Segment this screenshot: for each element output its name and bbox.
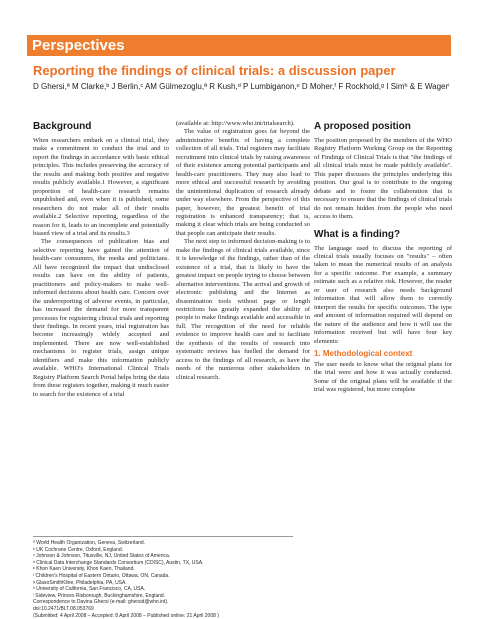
methodological-context-heading: 1. Methodological context [314,348,413,358]
correspondence-note: Correspondence to Davina Ghersi (e-mail: ghersid@who.int). [33,599,169,606]
finding-paragraph: The language used to discuss the reporting of clinical trials usually focuses on "results" – often taken to mean the numerical results of an analysis for a specific outcome. For example, a summary estimate such as a relative risk. However, the reader or user of research also needs background information that will allow them to correctly interpret the results for specific outcomes. The type and amount of information required will depend on the nature of the audience and how it will use the information received but will have four key elements: [314,244,452,345]
middle-paragraph-2: The next step to informed decision-making is to make the findings of clinical trials available, since it is knowledge of the findings, rather than of the existence of a trial, that is likely to have the greatest impact on people trying to choose between alternative interventions. The arrival and growth of electronic publishing and the Internet as dissemination tools without page or length restrictions has greatly expanded the ability of people to make findings available and accessible in full. The recognition of the need for reliable evidence to improve health care and to facilitate the synthesis of the results of research into systematic reviews has fuelled the demand for access to the findings of all research, as have the needs of the numerous other stakeholders in clinical research. [176,238,310,381]
footnote: ᵉ Khon Kaen University, Khon Kaen, Thailand. [33,566,135,573]
doi-note: doi:10.2471/BLT.08.053769 [33,605,94,612]
middle-paragraph-0: (available at: http://www.who.int/trialsearch). [176,120,295,127]
footnote: ᵍ GlaxoSmithKline, Philadelphia, PA, USA. [33,579,127,586]
footnote: ʰ University of California, San Francisco, CA, USA. [33,586,146,593]
footnote: ᶠ Children's Hospital of Eastern Ontario, Ottawa, ON, Canada. [33,572,170,579]
footnote: ᵇ UK Cochrane Centre, Oxford, England. [33,546,123,553]
column-right [314,120,452,395]
footnote: ⁱ Sideview, Princes Risborough, Buckinghamshire, England. [33,592,166,599]
column-left [33,120,169,399]
footnote: ᵈ Clinical Data Interchange Standards Consortium (CDISC), Austin, TX, USA. [33,559,204,566]
submission-dates-note: (Submitted: 4 April 2008 – Accepted: 8 April 2008 – Published online: 21 April 2008 ) [33,612,219,619]
author-list: D Ghersi,ª M Clarke,ᵇ J Berlin,ᶜ AM Gülmezoglu,ª R Kush,ᵈ P Lumbiganon,ᵉ D Moher,ᶠ F Rockhold,ᵍ I Simʰ & E Wagerⁱ [33,82,450,91]
article-title: Reporting the findings of clinical trials: a discussion paper [33,63,396,78]
footnote: ª World Health Organization, Geneva, Switzerland. [33,540,146,546]
proposed-position-paragraph: The position proposed by the members of the WHO Registry Platform Working Group on the Reporting of Findings of Clinical Trials is that "the findings of all clinical trials must be made publicly available". This paper discusses the principles underlying this position. Our goal is to contribute to the ongoing debate and to foster the collaboration that is necessary to ensure that the findings of clinical trials do not remain hidden from the people who need access to them. [314,137,452,221]
middle-paragraph-1: The value of registration goes far beyond the administrative benefits of having a complete collection of all trials. Trial registers may facilitate recruitment into clinical trials by raising awareness of their existence among potential participants and health-care practitioners. They may also lead to more ethical and successful research by avoiding the unintentional duplication of research already under way elsewhere. From the perspective of this paper, however, the greatest benefit of trial registration is enhanced transparency; that is, making it clear which trials are being conducted so that people can anticipate their results. [176,128,310,237]
methodological-context-paragraph: The user needs to know what the original plans for the trial were and how it was actually conducted. Some of the original plans will be available if the trial was registered, but more complete [314,360,452,394]
column-middle [176,120,310,382]
proposed-position-heading: A proposed position [314,121,411,132]
background-paragraph-2: The consequences of publication bias and selective reporting have gained the attention of health-care consumers, the media and politicians. All have recognized the impact that undisclosed results can have on the ability of patients, practitioners and policy-makers to make well-informed decisions about health care. Concern over the underreporting of adverse events, in particular, has increased the demand for more transparent processes for registering clinical trials and reporting their findings. In recent years, trial registration has become increasingly widely accepted and implemented. There are now well-established mechanisms to register trials, assign unique identifiers and make this information publicly available. WHO's International Clinical Trials Registry Platform Search Portal helps bring the data from these registers together, making it much easier to search for the existence of a trial [33,238,169,398]
finding-heading: What is a finding? [314,228,401,240]
footnote: ᶜ Johnson & Johnson, Titusville, NJ, United States of America. [33,553,171,560]
background-heading: Background [33,121,92,132]
section-banner [27,35,451,56]
footnotes [33,536,293,619]
section-label: Perspectives [32,37,125,54]
background-paragraph-1: When researchers embark on a clinical trial, they make a commitment to conduct the trial and to report the findings in accordance with basic ethical principles. This includes preserving the accuracy of the results and making both positive and negative results publicly available.1 However, a significant proportion of health-care research remains unpublished and, even when it is published, some researchers do not make all of their results available.2 Selective reporting, regardless of the reason for it, leads to an incomplete and potentially biased view of a trial and its results.3 [33,137,169,237]
